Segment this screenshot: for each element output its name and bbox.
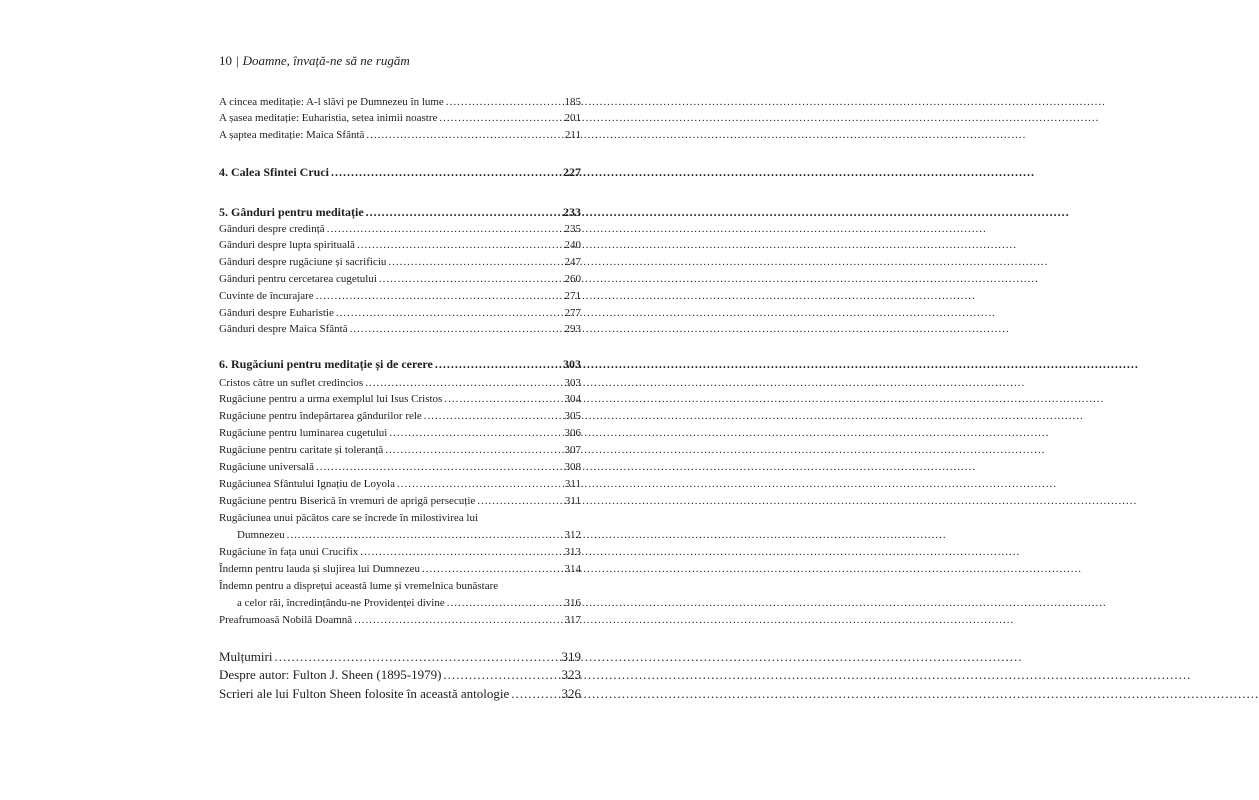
toc-entry [219,221,581,237]
toc-entry-page-number: 326 [561,686,581,701]
toc-dot-leader [350,321,563,337]
toc-entry-page-number: 304 [564,393,581,405]
toc-entry-label: Rugăciune pentru luminarea cugetului [219,427,388,439]
toc-entry-label: 5. Gânduri pentru meditație [219,205,364,219]
toc-dot-leader [287,527,563,543]
toc-entry-label: Gânduri despre rugăciune și sacrificiu [219,256,387,268]
toc-entry-page-number: 319 [561,649,581,664]
toc-dot-leader [389,425,562,441]
toc-entry-label: Scrieri ale lui Fulton Sheen folosite în această antologie [219,686,510,701]
toc-entry-page-number: 305 [564,410,581,422]
book-page [219,0,581,800]
toc-dot-leader [316,288,563,304]
toc-entry [219,595,581,611]
toc-entry-page-number: 201 [564,112,581,124]
toc-dot-leader [444,391,562,407]
toc-entry-label: Mulțumiri [219,649,273,664]
toc-entry-page-number: 277 [564,307,581,319]
toc-entry [219,204,581,220]
toc-entry-page-number: 271 [564,290,581,302]
toc-dot-leader [424,408,563,424]
toc-entry [219,237,581,253]
toc-entry-label: Despre autor: Fulton J. Sheen (1895-1979) [219,667,442,682]
page-number: 10 [219,53,232,68]
toc-entry [219,321,581,337]
toc-dot-leader [357,237,563,253]
toc-entry-label: Rugăciune pentru caritate și toleranță [219,444,384,456]
running-head-separator: | [236,53,239,68]
toc-entry-page-number: 314 [564,563,581,575]
toc-entry [219,544,581,560]
toc-entry-page-number: 260 [564,273,581,285]
toc-entry [219,612,581,628]
toc-entry-page-number: 317 [564,614,581,626]
toc-entry-page-number: 227 [563,165,581,179]
toc-entry [219,510,581,526]
toc-entry-label: Rugăciune pentru îndepărtarea gândurilor rele [219,410,422,422]
toc-dot-leader [366,127,563,143]
toc-entry [219,685,581,703]
book-title: Doamne, învață-ne să ne rugăm [242,53,410,68]
toc-entry-page-number: 247 [564,256,581,268]
toc-dot-leader [422,561,563,577]
toc-entry [219,110,581,126]
toc-entry-label: A cincea meditație: A-l slăvi pe Dumnezeu în lume [219,96,444,108]
toc-dot-leader [388,254,562,270]
toc-dot-leader [443,666,559,684]
toc-entry-label: Rugăciune pentru a urma exemplul lui Isus Cristos [219,393,443,405]
toc-dot-leader [366,204,561,220]
toc-entry-label: Rugăciunea Sfântului Ignațiu de Loyola [219,478,395,490]
toc-entry-label: Îndemn pentru lauda și slujirea lui Dumnezeu [219,563,420,575]
toc-entry-page-number: 311 [564,478,581,490]
toc-entry-page-number: 306 [564,427,581,439]
toc-dot-leader [336,305,563,321]
toc-entry [219,94,581,110]
toc-dot-leader [397,476,563,492]
toc-entry-label: Gânduri despre Maica Sfântă [219,323,348,335]
toc-dot-leader [327,221,563,237]
toc-entry [219,288,581,304]
toc-dot-leader [435,356,561,372]
toc-entry-label: Rugăciune universală [219,461,314,473]
toc-dot-leader [511,685,559,703]
toc-entry [219,527,581,543]
toc-entry [219,442,581,458]
toc-dot-leader [379,271,563,287]
toc-dot-leader [354,612,562,628]
toc-entry [219,408,581,424]
toc-dot-leader [274,648,559,666]
toc-entry [219,127,581,143]
toc-entry-page-number: 185 [564,96,581,108]
toc-entry [219,391,581,407]
toc-entry-label: Gânduri despre credință [219,223,325,235]
toc-entry-label: 4. Calea Sfintei Cruci [219,165,329,179]
toc-entry [219,648,581,666]
toc-dot-leader [477,493,563,509]
toc-entry [219,254,581,270]
toc-dot-leader [446,94,563,110]
toc-entry [219,459,581,475]
toc-entry-label: Preafrumoasă Nobilă Doamnă [219,614,353,626]
toc-entry [219,493,581,509]
toc-entry [219,356,581,372]
toc-dot-leader [439,110,562,126]
toc-entry-page-number: 311 [564,495,581,507]
toc-entry-page-number: 316 [564,597,581,609]
toc-entry-page-number: 313 [564,546,581,558]
toc-entry-page-number: 303 [563,357,581,371]
running-head [219,53,410,69]
toc-entry-label: Gânduri despre Euharistie [219,307,334,319]
toc-entry-label: Cristos către un suflet credincios [219,377,364,389]
toc-entry-label: Gânduri despre lupta spirituală [219,239,355,251]
toc-dot-leader [385,442,562,458]
toc-entry-label: Îndemn pentru a disprețui această lume și vremelnica bunăstare [219,580,499,592]
toc-entry-label: Cuvinte de încurajare [219,290,314,302]
toc-entry-label: Rugăciune pentru Biserică în vremuri de aprigă persecuție [219,495,476,507]
toc-entry-label: A șasea meditație: Euharistia, setea inimii noastre [219,112,438,124]
toc-entry [219,271,581,287]
toc-entry-page-number: 307 [564,444,581,456]
toc-entry-page-number: 293 [564,323,581,335]
toc-entry-label: A șaptea meditație: Maica Sfântă [219,129,365,141]
toc-entry-page-number: 211 [564,129,581,141]
toc-entry-label: Gânduri pentru cercetarea cugetului [219,273,377,285]
toc-entry-label: Rugăciune în fața unui Crucifix [219,546,359,558]
toc-dot-leader [331,164,561,180]
toc-entry [219,666,581,684]
toc-entry [219,578,581,594]
toc-entry [219,305,581,321]
toc-entry-label: Rugăciunea unui păcătos care se încrede în milostivirea lui [219,512,479,524]
toc-entry-label: a celor răi, încredințându-ne Providenței divine [237,597,445,609]
toc-entry-page-number: 303 [564,377,581,389]
toc-dot-leader [360,544,562,560]
toc-entry-page-number: 308 [564,461,581,473]
toc-entry [219,476,581,492]
toc-entry-page-number: 323 [561,667,581,682]
toc-entry-label: Dumnezeu [237,529,285,541]
toc-entry [219,164,581,180]
toc-entry-page-number: 235 [564,223,581,235]
toc-entry [219,561,581,577]
toc-entry-page-number: 240 [564,239,581,251]
toc-entry-label: 6. Rugăciuni pentru meditație și de cerere [219,357,433,371]
toc-dot-leader [365,375,562,391]
toc-dot-leader [447,595,563,611]
toc-dot-leader [316,459,563,475]
toc-entry-page-number: 312 [564,529,581,541]
toc-entry [219,375,581,391]
toc-entry [219,425,581,441]
toc-entry-page-number: 233 [563,205,581,219]
